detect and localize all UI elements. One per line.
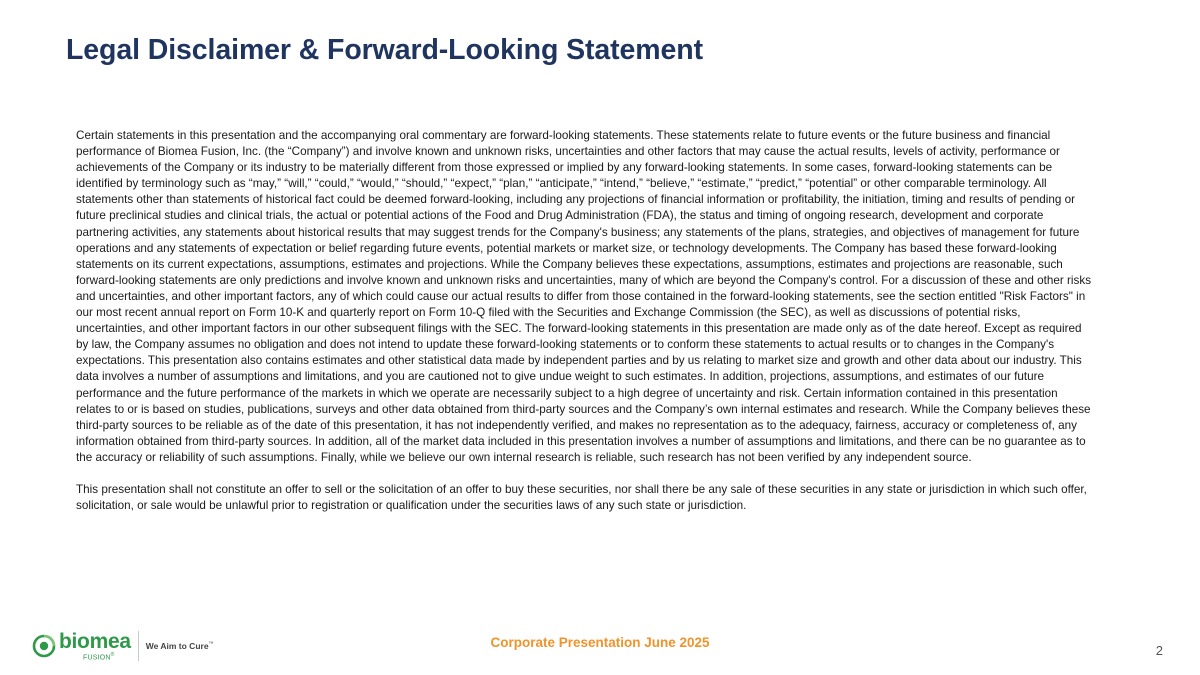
logo-registered-mark: ® [110, 651, 115, 658]
page-number: 2 [1155, 643, 1163, 658]
disclaimer-paragraph-forward-looking: Certain statements in this presentation and the accompanying oral commentary are forward-looking statements. These statements relate to future events or the future business and financial performance of Biomea Fusion, Inc. (the “Company”) and involve known and unknown risks, uncertainties and other factors that may cause the actual results, levels of activity, performance or achievements of the Company or its industry to be materially different from those expressed or implied by any forward-looking statements. In some cases, forward-looking statements can be identified by terminology such as “may,” “will,” “could,” “would,” “should,” “expect,” “plan,” “anticipate,” “intend,” “believe,” “estimate,” “predict,” “potential” or other comparable terminology. All statements other than statements of historical fact could be deemed forward-looking, including any projections of financial information or profitability, the initiation, timing and results of pending or future preclinical studies and clinical trials, the actual or potential actions of the Food and Drug Administration (FDA), the status and timing of ongoing research, development and corporate partnering activities, any statements about historical results that may suggest trends for the Company's business; any statements of the plans, strategies, and objectives of management for future operations and any statements of expectation or belief regarding future events, potential markets or market size, or technology developments. The Company has based these forward-looking statements on its current expectations, assumptions, estimates and projections. While the Company believes these expectations, assumptions, estimates and projections are reasonable, such forward-looking statements are only predictions and involve known and unknown risks and uncertainties, many of which are beyond the Company's control. For a discussion of these and other risks and uncertainties, and other important factors, any of which could cause our actual results to differ from those contained in the forward-looking statements, see the section entitled "Risk Factors" in our most recent annual report on Form 10-K and quarterly report on Form 10-Q filed with the Securities and Exchange Commission (the SEC), as well as discussions of potential risks, uncertainties, and other important factors in our other subsequent filings with the SEC. The forward-looking statements in this presentation are made only as of the date hereof. Except as required by law, the Company assumes no obligation and does not intend to update these forward-looking statements or to conform these statements to actual results or to changes in the Company's expectations. This presentation also contains estimates and other statistical data made by independent parties and by us relating to market size and growth and other data about our industry. This data involves a number of assumptions and limitations, and you are cautioned not to give undue weight to such estimates. In addition, projections, assumptions, and estimates of our future performance and the future performance of the markets in which we operate are necessarily subject to a high degree of uncertainty and risk. Certain information contained in this presentation relates to or is based on studies, publications, surveys and other data obtained from third-party sources and the Company’s own internal estimates and research. While the Company believes these third-party sources to be reliable as of the date of this presentation, it has not independently verified, and makes no representation as to the adequacy, fairness, accuracy or completeness of, any information obtained from third-party sources. In addition, all of the market data included in this presentation involves a number of assumptions and limitations, and there can be no guarantee as to the accuracy or reliability of such assumptions. Finally, while we believe our own internal research is reliable, such research has not been verified by any independent source. [76, 129, 1092, 464]
tagline-text: We Aim to Cure [145, 641, 209, 651]
logo-subtitle-text: FUSION [83, 654, 111, 662]
disclaimer-paragraph-no-offer: This presentation shall not constitute an offer to sell or the solicitation of an offer to buy these securities, nor shall there be any sale of these securities in any state or jurisdiction in which such offer, solicitation, or sale would be unlawful prior to registration or qualification under the securities laws of any such state or jurisdiction. [76, 482, 1087, 513]
tagline-trademark: ™ [208, 641, 214, 648]
footer-presentation-label: Corporate Presentation June 2025 [490, 635, 710, 650]
disclaimer-body [76, 128, 1092, 514]
logo-name: biomea [59, 629, 131, 653]
logo-subtitle [83, 653, 131, 661]
slide-title: Legal Disclaimer & Forward-Looking Statement [66, 34, 703, 66]
